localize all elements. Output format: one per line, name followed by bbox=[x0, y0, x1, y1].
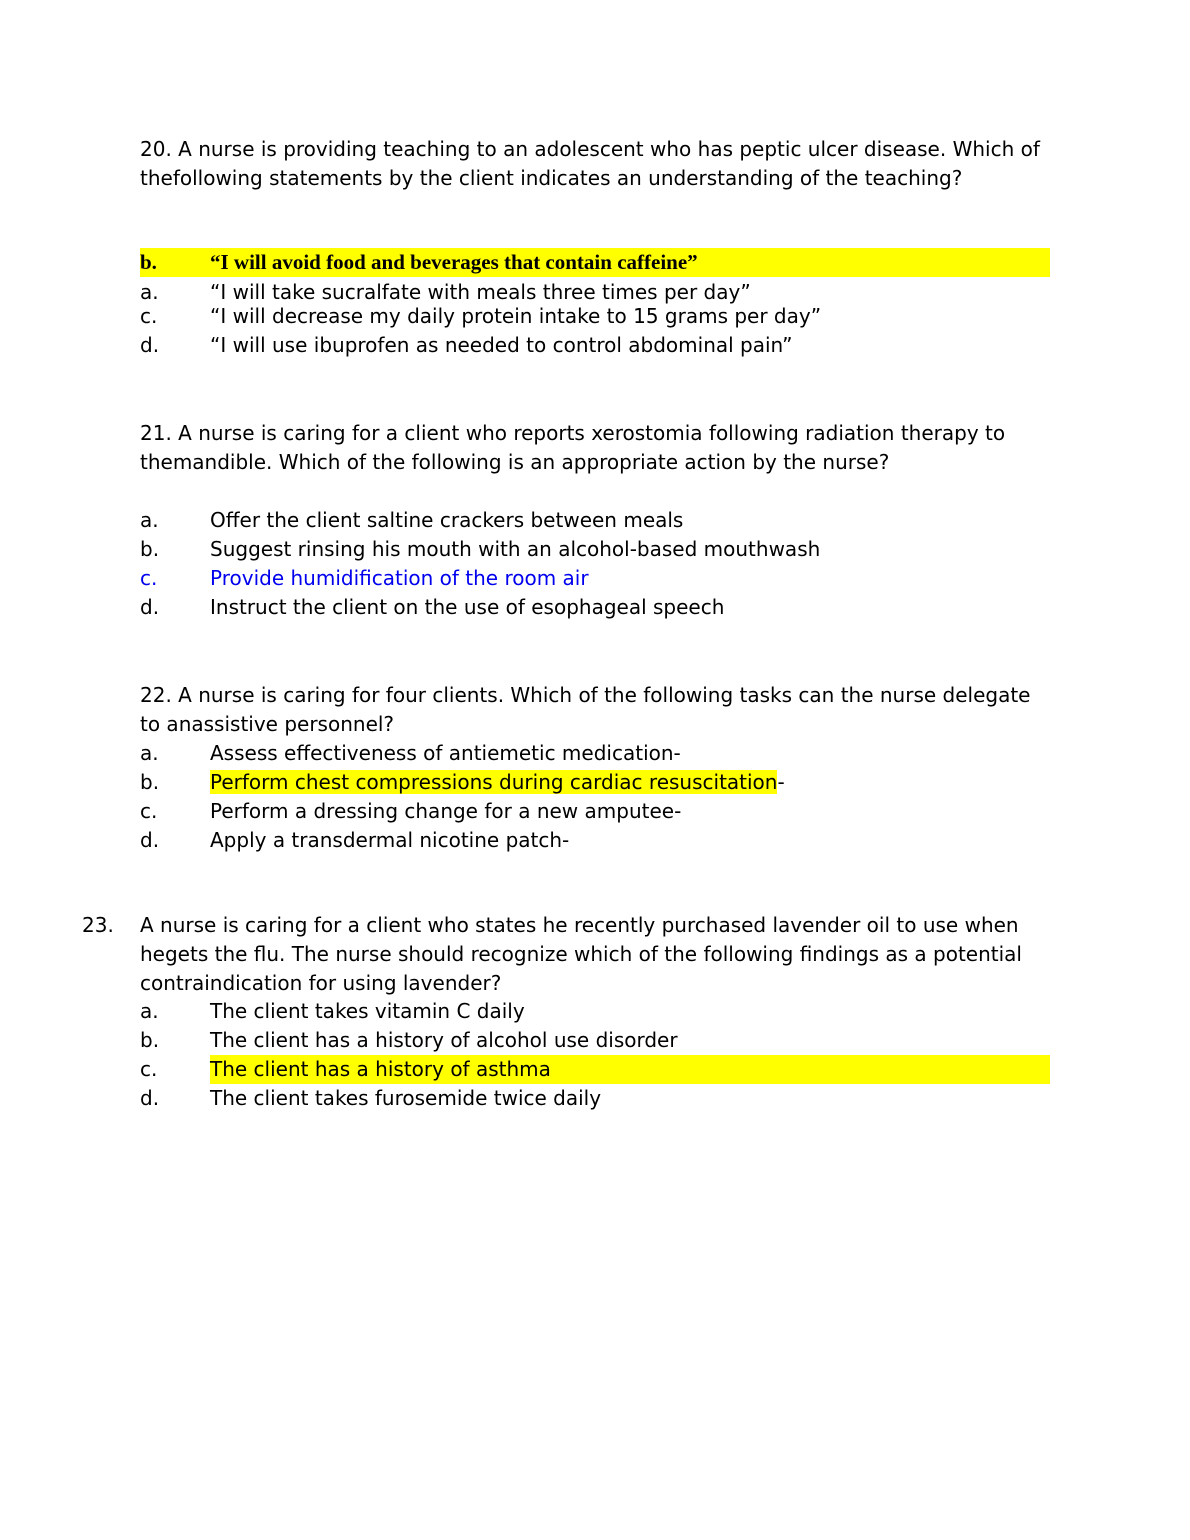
option-text: The client has a history of alcohol use disorder bbox=[210, 1028, 678, 1052]
option-text: “I will take sucralfate with meals three times per day” bbox=[210, 280, 751, 304]
option-letter: d. bbox=[140, 1086, 160, 1110]
question-22-option-d bbox=[140, 826, 1050, 855]
question-22-option-c bbox=[140, 797, 1050, 826]
option-letter: c. bbox=[140, 1057, 158, 1081]
question-23-option-c-answer bbox=[140, 1055, 1050, 1084]
option-text: Apply a transdermal nicotine patch- bbox=[210, 828, 570, 852]
option-letter: c. bbox=[140, 799, 158, 823]
question-21-option-c-answer bbox=[140, 564, 1050, 593]
option-letter: c. bbox=[140, 304, 158, 328]
option-letter: d. bbox=[140, 595, 160, 619]
option-text: Offer the client saltine crackers between meals bbox=[210, 508, 684, 532]
option-text: Provide humidification of the room air bbox=[210, 566, 589, 590]
option-suffix: - bbox=[777, 770, 785, 794]
option-text: Assess effectiveness of antiemetic medication- bbox=[210, 741, 681, 765]
option-letter: a. bbox=[140, 280, 159, 304]
question-23-number: 23. bbox=[82, 913, 114, 937]
option-letter: b. bbox=[140, 1028, 160, 1052]
question-20-option-c bbox=[140, 302, 1050, 331]
option-text: The client takes furosemide twice daily bbox=[210, 1086, 602, 1110]
option-letter: a. bbox=[140, 999, 159, 1023]
question-23-option-a bbox=[140, 997, 1050, 1026]
option-text: The client takes vitamin C daily bbox=[210, 999, 525, 1023]
option-text: Perform a dressing change for a new amputee- bbox=[210, 799, 682, 823]
question-20-option-d bbox=[140, 331, 1050, 360]
option-letter: a. bbox=[140, 508, 159, 532]
option-text: Suggest rinsing his mouth with an alcohol-based mouthwash bbox=[210, 537, 821, 561]
question-22-option-a bbox=[140, 739, 1050, 768]
question-21-stem: 21. A nurse is caring for a client who reports xerostomia following radiation therapy to themandible. Which of the following is an appropriate action by the nurse? bbox=[140, 421, 1006, 474]
option-text: Instruct the client on the use of esophageal speech bbox=[210, 595, 725, 619]
option-letter: d. bbox=[140, 333, 160, 357]
option-text: Perform chest compressions during cardiac resuscitation bbox=[210, 770, 778, 794]
question-22-option-b-answer bbox=[140, 768, 1050, 797]
option-letter: d. bbox=[140, 828, 160, 852]
option-text-wrapper bbox=[210, 768, 785, 797]
question-23-option-b bbox=[140, 1026, 1050, 1055]
option-text: “I will decrease my daily protein intake to 15 grams per day” bbox=[210, 304, 822, 328]
option-letter: c. bbox=[140, 566, 158, 590]
question-23-stem: A nurse is caring for a client who states he recently purchased lavender oil to use when hegets the flu. The nurse should recognize which of the following findings as a potential contraindication for using lavender? bbox=[140, 913, 1022, 995]
question-20-stem: 20. A nurse is providing teaching to an adolescent who has peptic ulcer disease. Which of thefollowing statements by the client indicates an understanding of the teaching? bbox=[140, 137, 1040, 190]
option-text: “I will use ibuprofen as needed to control abdominal pain” bbox=[210, 333, 793, 357]
option-letter: a. bbox=[140, 741, 159, 765]
question-21-option-a bbox=[140, 506, 1050, 535]
question-21-option-b bbox=[140, 535, 1050, 564]
question-20-option-b-answer bbox=[140, 248, 1050, 277]
question-23-option-d bbox=[140, 1084, 1050, 1113]
option-letter: b. bbox=[140, 537, 160, 561]
question-21-option-d bbox=[140, 593, 1050, 622]
option-text: The client has a history of asthma bbox=[210, 1055, 1050, 1084]
question-22-stem: 22. A nurse is caring for four clients. Which of the following tasks can the nurse delegate to anassistive personnel? bbox=[140, 683, 1031, 736]
option-text: “I will avoid food and beverages that contain caffeine” bbox=[210, 250, 698, 274]
option-letter: b. bbox=[140, 250, 157, 274]
option-letter: b. bbox=[140, 770, 160, 794]
